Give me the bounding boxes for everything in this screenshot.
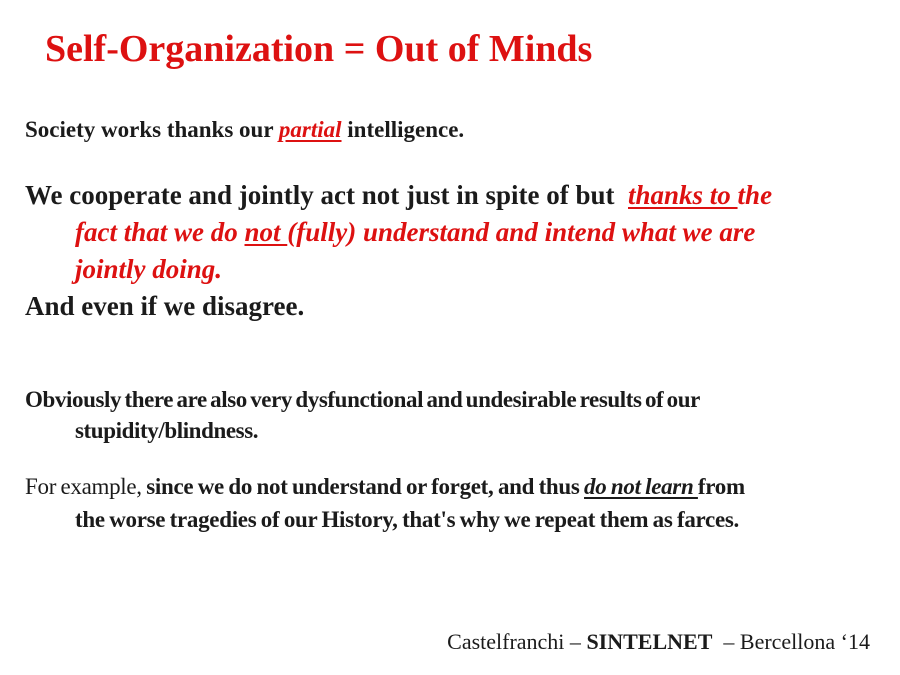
paragraph-obviously-dysfunctional bbox=[25, 384, 700, 446]
text-line bbox=[75, 503, 745, 536]
text-segment: And even if we disagree. bbox=[25, 291, 305, 321]
text-line bbox=[45, 26, 592, 72]
text-line bbox=[25, 177, 772, 214]
text-segment: jointly doing. bbox=[75, 254, 223, 284]
paragraph-we-cooperate bbox=[25, 177, 772, 325]
text-line bbox=[25, 288, 772, 325]
text-line bbox=[75, 251, 772, 288]
text-line bbox=[25, 384, 700, 415]
text-segment: partial bbox=[278, 117, 342, 142]
text-segment: Self-Organization = Out of Minds bbox=[45, 28, 593, 70]
slide-title bbox=[45, 26, 592, 72]
text-line bbox=[75, 214, 772, 251]
text-segment: not bbox=[244, 217, 288, 247]
text-segment: For example, bbox=[25, 474, 147, 499]
text-segment: the worse tragedies of our History, that's why we repeat them as farces. bbox=[75, 507, 739, 532]
text-segment: Obviously there are also very dysfunctional and undesirable results of our bbox=[25, 387, 700, 412]
text-line bbox=[75, 415, 700, 446]
text-line bbox=[25, 470, 745, 503]
text-segment: since we do not understand or forget, and thus bbox=[146, 474, 585, 499]
text-segment: from bbox=[697, 474, 745, 499]
text-segment: Society works thanks our bbox=[25, 117, 279, 142]
text-segment: Castelfranchi – bbox=[447, 629, 587, 654]
text-segment: We cooperate and jointly act not just in spite of but bbox=[25, 180, 628, 210]
text-line bbox=[447, 628, 870, 656]
text-segment: the bbox=[737, 180, 773, 210]
text-line bbox=[25, 114, 464, 145]
text-segment: fact that we do bbox=[75, 217, 245, 247]
text-segment: SINTELNET bbox=[586, 629, 713, 654]
text-segment: stupidity/blindness. bbox=[75, 418, 259, 443]
slide-footer-credit bbox=[447, 628, 870, 656]
paragraph-for-example bbox=[25, 470, 745, 536]
text-segment: thanks to bbox=[628, 180, 738, 210]
text-segment: do not learn bbox=[584, 474, 698, 499]
paragraph-society-works bbox=[25, 114, 464, 145]
text-segment: – Bercellona ‘14 bbox=[712, 629, 870, 654]
text-segment: (fully) understand and intend what we are bbox=[287, 217, 756, 247]
text-segment: intelligence. bbox=[341, 117, 465, 142]
